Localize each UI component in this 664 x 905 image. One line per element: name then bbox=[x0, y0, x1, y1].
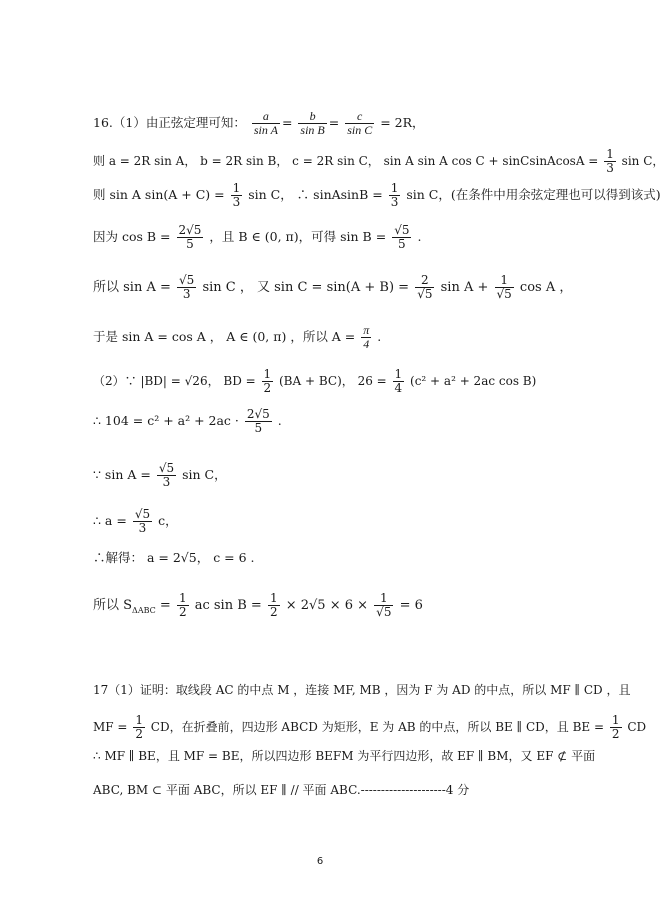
fraction: $\frac{b}{\text{sin B}}$ bbox=[300, 109, 325, 138]
fraction: $\frac{1}{3}$ bbox=[606, 147, 614, 176]
q16-line-11: ∴解得： a = 2√5， c = 6 . bbox=[93, 550, 255, 565]
fraction: $\frac{1}{2}$ bbox=[263, 367, 272, 396]
q16-line-6: 于是 sin A = cos A ， A ∈ (0, π) ，所以 A = $\frac{\pi}{4}$ . bbox=[93, 323, 382, 352]
fraction: $\frac{1}{2}$ bbox=[135, 713, 143, 742]
q16-line-7: （2）∵ |BD| = √26， BD = $\frac{1}{2}$ (BA + BC)， 26 = $\frac{1}{4}$ (c² + a² + 2ac cos B) bbox=[93, 367, 537, 396]
q17-line-2: MF = $\frac{1}{2}$ CD，在折叠前，四边形 ABCD 为矩形，E 为 AB 的中点，所以 BE ∥ CD，且 BE = $\frac{1}{2}$ CD bbox=[93, 713, 647, 742]
q16-line-12: 所以 $S_{\Delta ABC}$ = $\frac{1}{2}$ ac sin B = $\frac{1}{2}$ × 2√5 × 6 × $\frac{1}{√5}$ = 6 bbox=[93, 591, 423, 620]
fraction: $\frac{2√5}{5}$ bbox=[178, 223, 202, 252]
fraction: $\frac{1}{√5}$ bbox=[376, 591, 392, 620]
q17-line-1: 17（1）证明：取线段 AC 的中点 M ，连接 MF, MB ，因为 F 为 AD 的中点，所以 MF ∥ CD ，且 bbox=[93, 683, 631, 697]
fraction: $\frac{1}{3}$ bbox=[390, 181, 399, 210]
q16-line-2: 则 a = 2R sin A， b = 2R sin B， c = 2R sin C， sin A sin A cos C + sinCsinAcosA = $\frac{1}{3}$ sin C， bbox=[93, 147, 664, 176]
fraction: $\frac{1}{√5}$ bbox=[496, 273, 512, 302]
fraction: $\frac{1}{3}$ bbox=[232, 181, 241, 210]
q16-line-4: 因为 cos B = $\frac{2√5}{5}$ ，且 B ∈ (0, π)，可得 sin B = $\frac{√5}{5}$ . bbox=[93, 223, 422, 252]
fraction: $\frac{√5}{3}$ bbox=[179, 273, 195, 302]
fraction: $\frac{a}{\text{sin A}}$ bbox=[253, 109, 278, 138]
fraction: $\frac{√5}{3}$ bbox=[158, 461, 175, 490]
fraction: $\frac{1}{4}$ bbox=[394, 367, 403, 396]
q16-line-5: 所以 sin A = $\frac{√5}{3}$ sin C ， 又 sin C = sin(A + B) = $\frac{2}{√5}$ sin A + $\frac{1}{√5}$ cos A ， bbox=[93, 273, 573, 302]
q17-line-4: ABC, BM ⊂ 平面 ABC，所以 EF ∥ // 平面 ABC.---------------------4 分 bbox=[93, 783, 470, 797]
fraction: $\frac{√5}{3}$ bbox=[134, 507, 151, 536]
fraction: $\frac{2}{√5}$ bbox=[417, 273, 433, 302]
fraction: $\frac{2√5}{5}$ bbox=[246, 407, 270, 436]
q16-line-1: 16.（1）由正弦定理可知： $\frac{a}{\text{sin A}}$ = $\frac{b}{\text{sin B}}$ = $\frac{c}{\text{sin C}}$ = 2R， bbox=[93, 109, 425, 138]
fraction: $\frac{1}{2}$ bbox=[269, 591, 278, 620]
fraction: $\frac{√5}{5}$ bbox=[394, 223, 410, 252]
q16-line-3: 则 sin A sin(A + C) = $\frac{1}{3}$ sin C， ∴ sinAsinB = $\frac{1}{3}$ sin C，(在条件中用余弦定理也可以得到该式) bbox=[93, 181, 661, 210]
q16-line-9: ∵ sin A = $\frac{√5}{3}$ sin C， bbox=[93, 461, 227, 490]
fraction: $\frac{c}{\text{sin C}}$ bbox=[347, 109, 373, 138]
q16-line-10: ∴ a = $\frac{√5}{3}$ c， bbox=[93, 507, 178, 536]
fraction: $\frac{1}{2}$ bbox=[178, 591, 187, 620]
q17-line-3: ∴ MF ∥ BE，且 MF = BE，所以四边形 BEFM 为平行四边形，故 EF ∥ BM，又 EF ⊄ 平面 bbox=[93, 749, 596, 763]
page-number: 6 bbox=[316, 856, 324, 867]
fraction: $\frac{1}{2}$ bbox=[611, 713, 620, 742]
fraction: $\frac{\pi}{4}$ bbox=[363, 323, 370, 352]
q16-line-8: ∴ 104 = c² + a² + 2ac · $\frac{2√5}{5}$ . bbox=[93, 407, 282, 436]
